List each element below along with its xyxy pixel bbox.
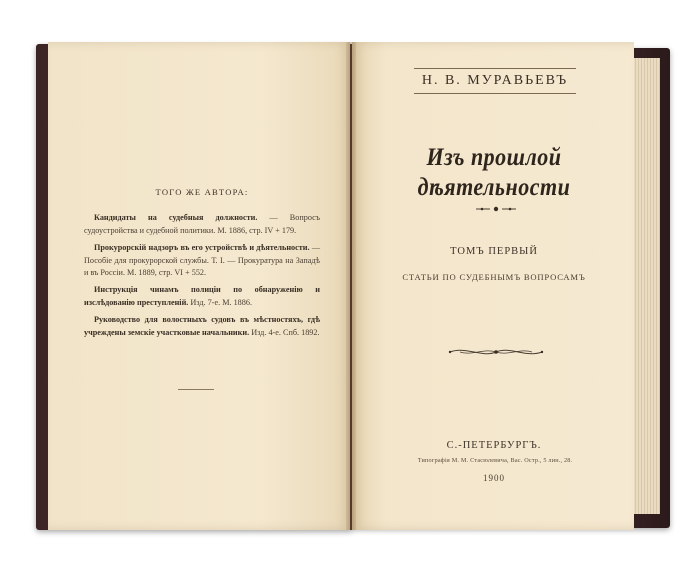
publication-city: С.-ПЕТЕРБУРГЪ. xyxy=(446,440,542,451)
bibliography-entry xyxy=(84,314,320,339)
book-gutter xyxy=(346,42,356,530)
entry-title: Руководство для волостныхъ судовъ въ мѣстностяхъ, гдѣ учреждены земскіе участковые начальники. xyxy=(84,315,320,337)
entry-details: — Вопросъ судоустройства и судебной политики. М. 1886, стр. IV + 179. xyxy=(84,213,320,235)
entry-details: Изд. 4-е. Спб. 1892. xyxy=(249,327,320,337)
volume-label: ТОМЪ ПЕРВЫЙ xyxy=(450,246,538,257)
author-name: Н. В. МУРАВЬЕВЪ xyxy=(421,73,569,88)
left-page-rule xyxy=(178,389,214,390)
dot-ornament-icon xyxy=(474,204,518,214)
printer-line: Типографія М. М. Стасюлевича, Вас. Остр., 5 лин., 28. xyxy=(417,457,573,464)
entry-title: Прокурорскій надзоръ въ его устройствѣ и дѣятельности. xyxy=(94,243,310,253)
page-edges xyxy=(630,58,660,514)
publication-year: 1900 xyxy=(483,473,505,483)
left-page-heading: ТОГО ЖЕ АВТОРА: xyxy=(155,187,249,197)
author-frame xyxy=(414,68,576,94)
bibliography-entry xyxy=(84,242,320,279)
bibliography-entry xyxy=(84,212,320,237)
entry-title: Инструкція чинамъ полиціи по обнаруженію и изслѣдованію преступленій. xyxy=(84,285,320,307)
entry-details: — Пособіе для прокурорской службы. Т. I. — Прокуратура на Западѣ и въ Россіи. М. 1889, стр. VI + 552. xyxy=(84,243,320,278)
bibliography-entry xyxy=(84,284,320,309)
book-title: Изъ прошлой дѣятельности xyxy=(417,142,571,201)
book-subtitle: СТАТЬИ ПО СУДЕБНЫМЪ ВОПРОСАМЪ xyxy=(402,272,586,282)
left-page-text xyxy=(84,186,320,344)
entry-title: Кандидаты на судебныя должности. xyxy=(94,213,258,223)
scroll-ornament-icon xyxy=(446,344,546,360)
entry-details: Изд. 7-е. М. 1886. xyxy=(188,297,252,307)
